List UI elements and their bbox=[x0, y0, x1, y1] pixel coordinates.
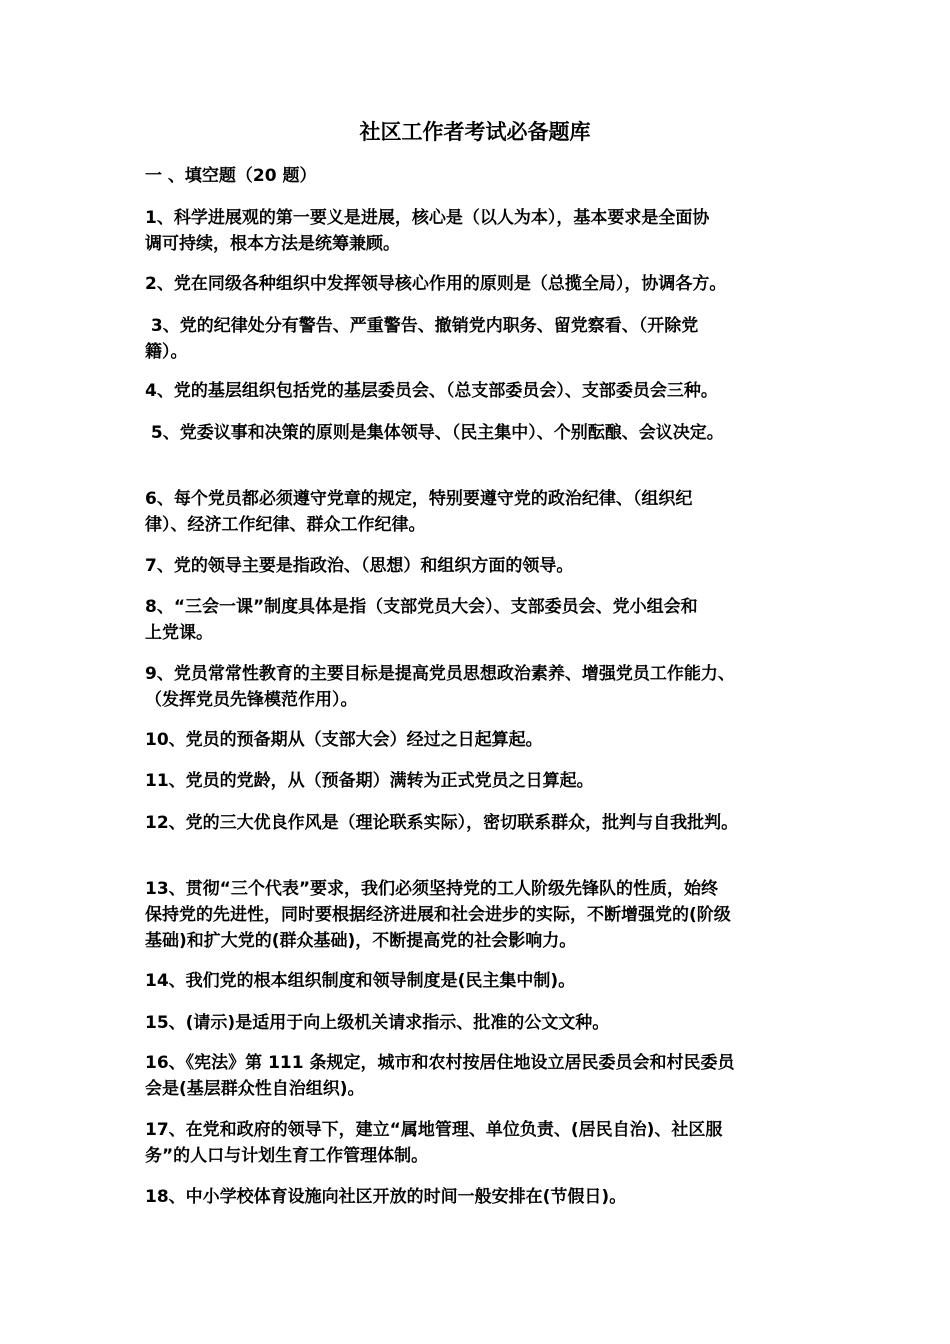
question-18 bbox=[145, 1184, 820, 1210]
question-line: 律）、经济工作纪律、群众工作纪律。 bbox=[145, 515, 426, 535]
question-line: 5、党委议事和决策的原则是集体领导、（民主集中）、个别酝酿、会议决定。 bbox=[145, 423, 724, 443]
question-15 bbox=[145, 1010, 820, 1036]
question-line: 1、科学进展观的第一要义是进展，核心是（以人为本），基本要求是全面协 bbox=[145, 208, 710, 228]
question-10 bbox=[145, 727, 820, 753]
question-2 bbox=[145, 271, 820, 297]
question-3 bbox=[145, 313, 820, 365]
question-line: 14、我们党的根本组织制度和领导制度是(民主集中制)。 bbox=[145, 971, 576, 991]
question-6 bbox=[145, 486, 820, 538]
question-line: 9、党员常常性教育的主要目标是提高党员思想政治素养、增强党员工作能力、 bbox=[145, 664, 735, 684]
question-5 bbox=[145, 420, 820, 446]
question-8 bbox=[145, 594, 820, 646]
question-line: 会是(基层群众性自治组织)。 bbox=[145, 1079, 365, 1099]
section-heading: 一 、填空题（20 题） bbox=[145, 166, 317, 186]
question-4 bbox=[145, 378, 820, 404]
question-line: 务”的人口与计划生育工作管理体制。 bbox=[145, 1146, 429, 1166]
question-13 bbox=[145, 876, 820, 954]
question-11 bbox=[145, 768, 820, 794]
question-line: 7、党的领导主要是指政治、（思想）和组织方面的领导。 bbox=[145, 556, 574, 576]
question-line: （发挥党员先锋模范作用）。 bbox=[145, 690, 358, 710]
question-line: 11、党员的党龄，从（预备期）满转为正式党员之日算起。 bbox=[145, 771, 594, 791]
question-line: 保持党的先进性，同时要根据经济进展和社会进步的实际，不断增强党的(阶级 bbox=[145, 905, 731, 925]
question-line: 13、贯彻“三个代表”要求，我们必须坚持党的工人阶级先锋队的性质，始终 bbox=[145, 879, 719, 899]
question-line: 3、党的纪律处分有警告、严重警告、撤销党内职务、留党察看、（开除党 bbox=[145, 316, 699, 336]
question-line: 12、党的三大优良作风是（理论联系实际），密切联系群众，批判与自我批判。 bbox=[145, 813, 739, 833]
question-line: 基础)和扩大党的(群众基础)，不断提高党的社会影响力。 bbox=[145, 931, 577, 951]
question-line: 8、“三会一课”制度具体是指（支部党员大会）、支部委员会、党小组会和 bbox=[145, 597, 698, 617]
question-line: 4、党的基层组织包括党的基层委员会、（总支部委员会）、支部委员会三种。 bbox=[145, 381, 718, 401]
question-line: 6、每个党员都必须遵守党章的规定，特别要遵守党的政治纪律、（组织纪 bbox=[145, 489, 693, 509]
question-17 bbox=[145, 1117, 820, 1169]
question-line: 10、党员的预备期从（支部大会）经过之日起算起。 bbox=[145, 730, 543, 750]
question-line: 16、《宪法》第 111 条规定，城市和农村按居住地设立居民委员会和村民委员 bbox=[145, 1053, 735, 1073]
question-line: 调可持续，根本方法是统筹兼顾。 bbox=[145, 234, 400, 254]
question-16 bbox=[145, 1050, 820, 1102]
question-line: 17、在党和政府的领导下，建立“属地管理、单位负责、(居民自治)、社区服 bbox=[145, 1120, 723, 1140]
question-14 bbox=[145, 968, 820, 994]
question-line: 上党课。 bbox=[145, 623, 213, 643]
question-line: 15、(请示)是适用于向上级机关请求指示、批准的公文文种。 bbox=[145, 1013, 610, 1033]
question-1 bbox=[145, 205, 820, 257]
question-12 bbox=[145, 810, 820, 836]
question-7 bbox=[145, 553, 820, 579]
question-line: 18、中小学校体育设施向社区开放的时间一般安排在(节假日)。 bbox=[145, 1187, 627, 1207]
question-line: 籍）。 bbox=[145, 342, 188, 362]
document-title: 社区工作者考试必备题库 bbox=[359, 120, 591, 144]
question-line: 2、党在同级各种组织中发挥领导核心作用的原则是（总揽全局），协调各方。 bbox=[145, 274, 727, 294]
question-9 bbox=[145, 661, 820, 713]
